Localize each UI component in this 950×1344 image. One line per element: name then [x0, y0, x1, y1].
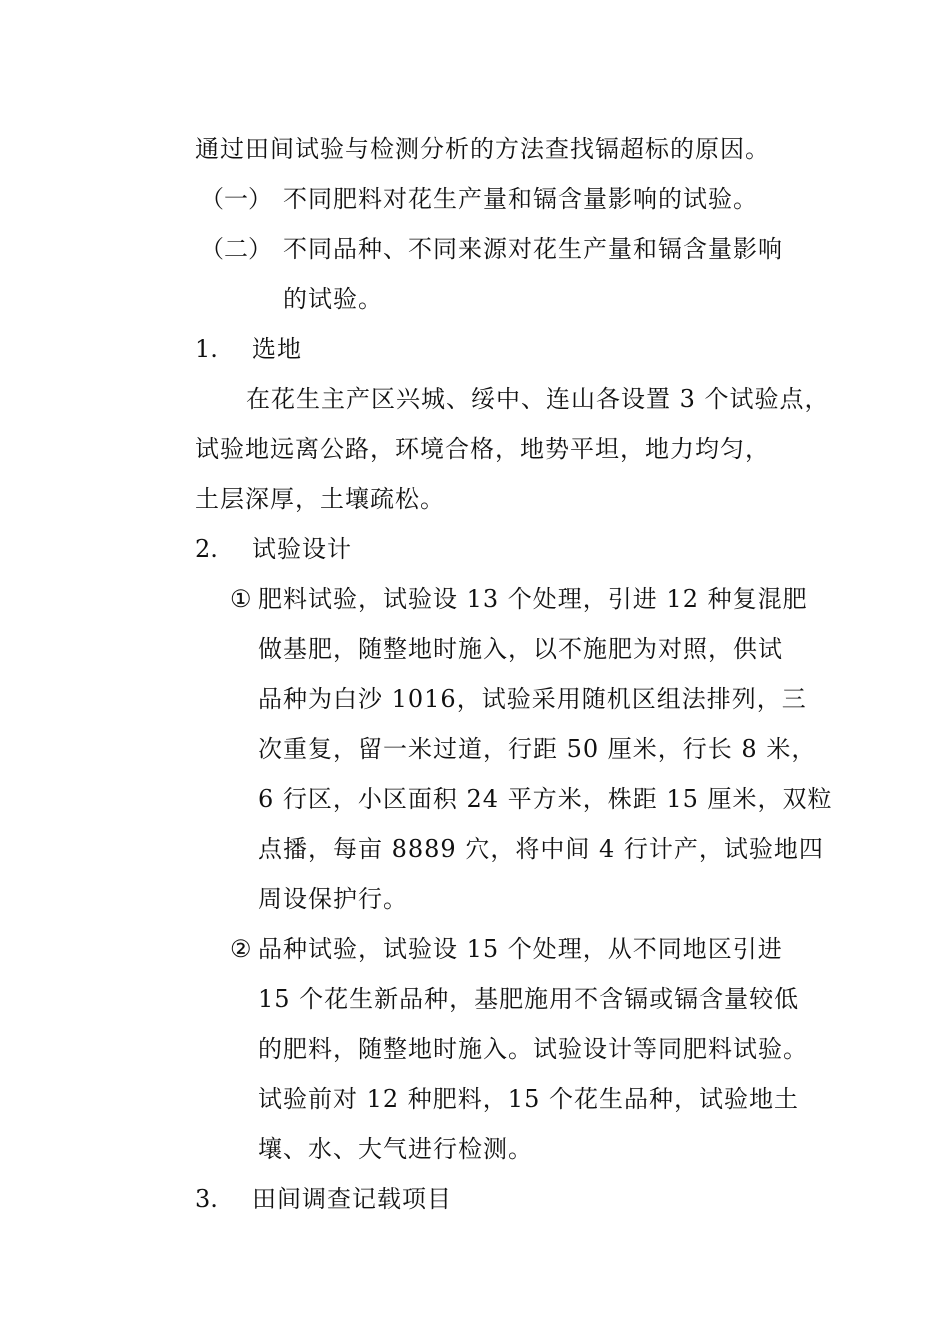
intro-text: 通过田间试验与检测分析的方法查找镉超标的原因。 [195, 135, 770, 163]
item-2-line-4: 试验前对 12 种肥料，15 个花生品种，试验地土 [258, 1085, 799, 1113]
item-1-line-1: 肥料试验，试验设 13 个处理，引进 12 种复混肥 [258, 585, 808, 613]
experiment-2-marker: （二） [200, 235, 272, 263]
experiment-2-text-line-2: 的试验。 [283, 285, 383, 313]
section-1-paragraph-line-3: 土层深厚，土壤疏松。 [195, 485, 445, 513]
item-1-line-5: 6 行区，小区面积 24 平方米，株距 15 厘米，双粒 [258, 785, 833, 813]
item-2-line-1: 品种试验，试验设 15 个处理，从不同地区引进 [258, 935, 783, 963]
section-1-paragraph-line-2: 试验地远离公路，环境合格，地势平坦，地力均匀， [195, 435, 770, 463]
section-1-title: 选地 [252, 335, 302, 363]
item-1-marker: ① [230, 585, 252, 613]
section-3-title: 田间调查记载项目 [252, 1185, 452, 1213]
experiment-2-text-line-1: 不同品种、不同来源对花生产量和镉含量影响 [283, 235, 783, 263]
item-1-line-4: 次重复，留一米过道，行距 50 厘米，行长 8 米， [258, 735, 817, 763]
section-2-number: 2. [195, 535, 218, 563]
experiment-1-marker: （一） [200, 185, 272, 213]
item-1-line-2: 做基肥，随整地时施入，以不施肥为对照，供试 [258, 635, 783, 663]
section-3-number: 3. [195, 1185, 218, 1213]
item-2-line-2: 15 个花生新品种，基肥施用不含镉或镉含量较低 [258, 985, 800, 1013]
item-2-marker: ② [230, 935, 252, 963]
section-1-paragraph-line-1: 在花生主产区兴城、绥中、连山各设置 3 个试验点， [246, 385, 830, 413]
item-1-line-3: 品种为白沙 1016，试验采用随机区组法排列，三 [258, 685, 807, 713]
item-2-line-3: 的肥料，随整地时施入。试验设计等同肥料试验。 [258, 1035, 808, 1063]
section-2-title: 试验设计 [252, 535, 352, 563]
item-1-line-6: 点播，每亩 8889 穴，将中间 4 行计产，试验地四 [258, 835, 824, 863]
experiment-1-text: 不同肥料对花生产量和镉含量影响的试验。 [283, 185, 758, 213]
item-1-line-7: 周设保护行。 [258, 885, 408, 913]
item-2-line-5: 壤、水、大气进行检测。 [258, 1135, 533, 1163]
section-1-number: 1. [195, 335, 218, 363]
